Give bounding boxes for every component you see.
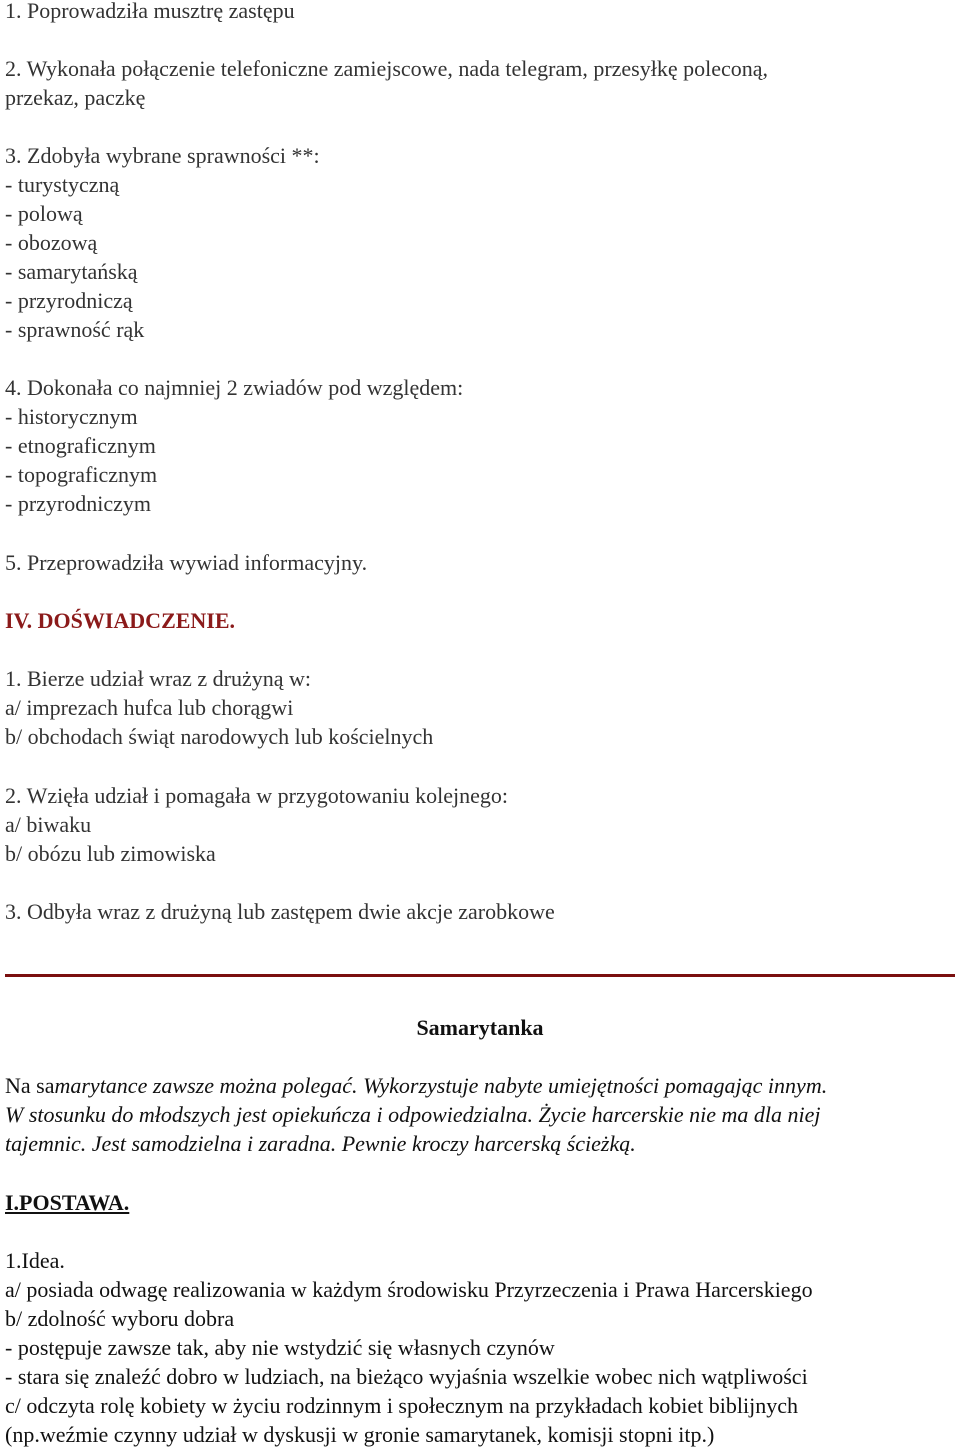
list-subitem: - turystyczną: [5, 172, 120, 197]
list-subitem: b/ zdolność wyboru dobra: [5, 1306, 235, 1331]
list-item: przekaz, paczkę: [5, 85, 146, 110]
list-subitem: - polową: [5, 201, 83, 226]
list-subitem: (np.weźmie czynny udział w dyskusji w gronie samarytanek, komisji stopni itp.): [5, 1422, 715, 1447]
list-subitem: c/ odczyta rolę kobiety w życiu rodzinnym i społecznym na przykładach kobiet biblijnych: [5, 1393, 798, 1418]
list-subitem: - przyrodniczym: [5, 491, 151, 516]
section-divider: [5, 974, 955, 977]
list-subitem: a/ imprezach hufca lub chorągwi: [5, 695, 294, 720]
list-subitem: - obozową: [5, 230, 98, 255]
list-subitem: - sprawność rąk: [5, 317, 145, 342]
list-subitem: - samarytańską: [5, 259, 138, 284]
subsection-title: 1.Idea.: [5, 1248, 65, 1273]
list-item: 1. Bierze udział wraz z drużyną w:: [5, 666, 312, 691]
intro-paragraph-line: W stosunku do młodszych jest opiekuńcza i odpowiedzialna. Życie harcerskie nie ma dla niej: [5, 1102, 821, 1127]
list-item: 2. Wzięła udział i pomagała w przygotowaniu kolejnego:: [5, 783, 508, 808]
list-item: 3. Zdobyła wybrane sprawności **:: [5, 143, 320, 168]
section-title: Samarytanka: [416, 1015, 544, 1040]
intro-paragraph-line: [5, 1073, 827, 1099]
list-subitem: - historycznym: [5, 404, 138, 429]
list-item: 3. Odbyła wraz z drużyną lub zastępem dwie akcje zarobkowe: [5, 899, 555, 924]
list-subitem: b/ obchodach świąt narodowych lub kościelnych: [5, 724, 434, 749]
intro-italic-rest: Wykorzystuje nabyte umiejętności pomagając innym.: [357, 1073, 828, 1098]
list-subitem: - przyrodniczą: [5, 288, 133, 313]
list-subitem: a/ posiada odwagę realizowania w każdym środowisku Przyrzeczenia i Prawa Harcerskiego: [5, 1277, 813, 1302]
intro-italic: marytance zawsze można polegać.: [54, 1073, 358, 1098]
list-subitem: b/ obózu lub zimowiska: [5, 841, 216, 866]
list-item: 4. Dokonała co najmniej 2 zwiadów pod względem:: [5, 375, 464, 400]
list-item: 1. Poprowadziła musztrę zastępu: [5, 0, 295, 23]
section-heading: IV. DOŚWIADCZENIE.: [5, 608, 236, 633]
intro-paragraph-line: tajemnic. Jest samodzielna i zaradna. Pewnie kroczy harcerską ścieżką.: [5, 1131, 636, 1156]
list-subitem: a/ biwaku: [5, 812, 92, 837]
list-subitem: - topograficznym: [5, 462, 158, 487]
intro-plain: Na sa: [5, 1073, 55, 1098]
list-subitem: - stara się znaleźć dobro w ludziach, na bieżąco wyjaśnia wszelkie wobec nich wątpliwości: [5, 1364, 808, 1389]
list-subitem: - postępuje zawsze tak, aby nie wstydzić się własnych czynów: [5, 1335, 555, 1360]
list-item: 2. Wykonała połączenie telefoniczne zamiejscowe, nada telegram, przesyłkę poleconą,: [5, 56, 769, 81]
list-item: 5. Przeprowadziła wywiad informacyjny.: [5, 550, 368, 575]
section-heading: I.POSTAWA.: [5, 1190, 130, 1215]
list-subitem: - etnograficznym: [5, 433, 156, 458]
